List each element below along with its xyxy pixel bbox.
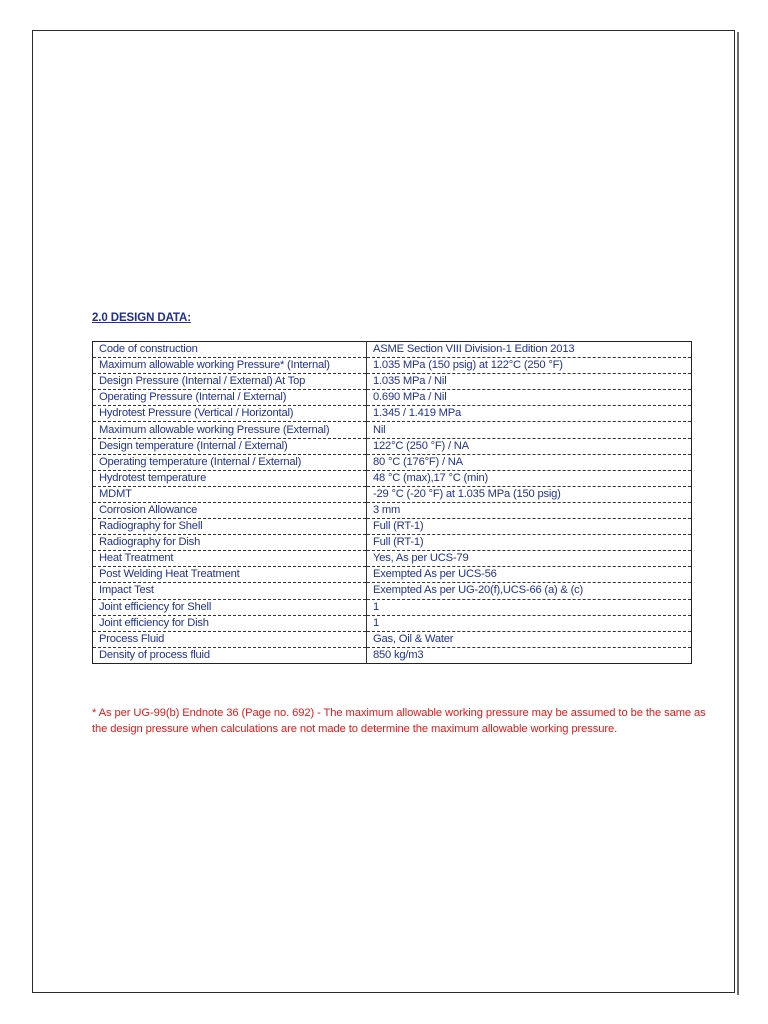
table-row	[93, 647, 692, 663]
table-row	[93, 502, 692, 518]
value-cell: Exempted As per UCS-56	[367, 567, 692, 583]
parameter-cell: Heat Treatment	[93, 551, 367, 567]
parameter-cell: Post Welding Heat Treatment	[93, 567, 367, 583]
value-cell: 48 °C (max),17 °C (min)	[367, 470, 692, 486]
table-row	[93, 631, 692, 647]
section-title: 2.0 DESIGN DATA:	[92, 312, 191, 324]
value-cell: 1.035 MPa (150 psig) at 122°C (250 °F)	[367, 358, 692, 374]
parameter-cell: Process Fluid	[93, 631, 367, 647]
parameter-cell: Maximum allowable working Pressure* (Internal)	[93, 358, 367, 374]
parameter-cell: Joint efficiency for Dish	[93, 615, 367, 631]
parameter-cell: Code of construction	[93, 342, 367, 358]
value-cell: 1	[367, 599, 692, 615]
table-row	[93, 406, 692, 422]
design-data-table	[92, 341, 692, 664]
table-row	[93, 551, 692, 567]
parameter-cell: Hydrotest temperature	[93, 470, 367, 486]
table-row	[93, 422, 692, 438]
parameter-cell: Maximum allowable working Pressure (External)	[93, 422, 367, 438]
table-row	[93, 535, 692, 551]
table-row	[93, 470, 692, 486]
parameter-cell: Joint efficiency for Shell	[93, 599, 367, 615]
footnote: * As per UG-99(b) Endnote 36 (Page no. 692) - The maximum allowable working pressure may be assumed to be the same as the design pressure when calculations are not made to determine the maximum allowable working pressure.	[92, 707, 706, 736]
value-cell: 0.690 MPa / Nil	[367, 390, 692, 406]
value-cell: Full (RT-1)	[367, 519, 692, 535]
value-cell: Gas, Oil & Water	[367, 631, 692, 647]
value-cell: Full (RT-1)	[367, 535, 692, 551]
value-cell: 122°C (250 °F) / NA	[367, 438, 692, 454]
parameter-cell: Impact Test	[93, 583, 367, 599]
table-row	[93, 567, 692, 583]
table-row	[93, 519, 692, 535]
parameter-cell: Radiography for Dish	[93, 535, 367, 551]
value-cell: 80 °C (176°F) / NA	[367, 454, 692, 470]
table-row	[93, 454, 692, 470]
table-row	[93, 358, 692, 374]
parameter-cell: Design temperature (Internal / External)	[93, 438, 367, 454]
table-row	[93, 599, 692, 615]
parameter-cell: Density of process fluid	[93, 647, 367, 663]
value-cell: Nil	[367, 422, 692, 438]
parameter-cell: MDMT	[93, 486, 367, 502]
table-row	[93, 583, 692, 599]
parameter-cell: Design Pressure (Internal / External) At Top	[93, 374, 367, 390]
design-data-rows	[93, 342, 692, 664]
value-cell: 1.035 MPa / Nil	[367, 374, 692, 390]
value-cell: 3 mm	[367, 502, 692, 518]
table-row	[93, 438, 692, 454]
table-row	[93, 374, 692, 390]
table-row	[93, 486, 692, 502]
value-cell: 850 kg/m3	[367, 647, 692, 663]
table-row	[93, 615, 692, 631]
table-row	[93, 342, 692, 358]
table-row	[93, 390, 692, 406]
parameter-cell: Hydrotest Pressure (Vertical / Horizontal)	[93, 406, 367, 422]
value-cell: Yes, As per UCS-79	[367, 551, 692, 567]
parameter-cell: Operating temperature (Internal / External)	[93, 454, 367, 470]
page-shadow	[737, 32, 739, 995]
value-cell: 1	[367, 615, 692, 631]
value-cell: -29 °C (-20 °F) at 1.035 MPa (150 psig)	[367, 486, 692, 502]
parameter-cell: Operating Pressure (Internal / External)	[93, 390, 367, 406]
value-cell: Exempted As per UG-20(f),UCS-66 (a) & (c)	[367, 583, 692, 599]
parameter-cell: Radiography for Shell	[93, 519, 367, 535]
value-cell: 1.345 / 1.419 MPa	[367, 406, 692, 422]
parameter-cell: Corrosion Allowance	[93, 502, 367, 518]
value-cell: ASME Section VIII Division-1 Edition 2013	[367, 342, 692, 358]
